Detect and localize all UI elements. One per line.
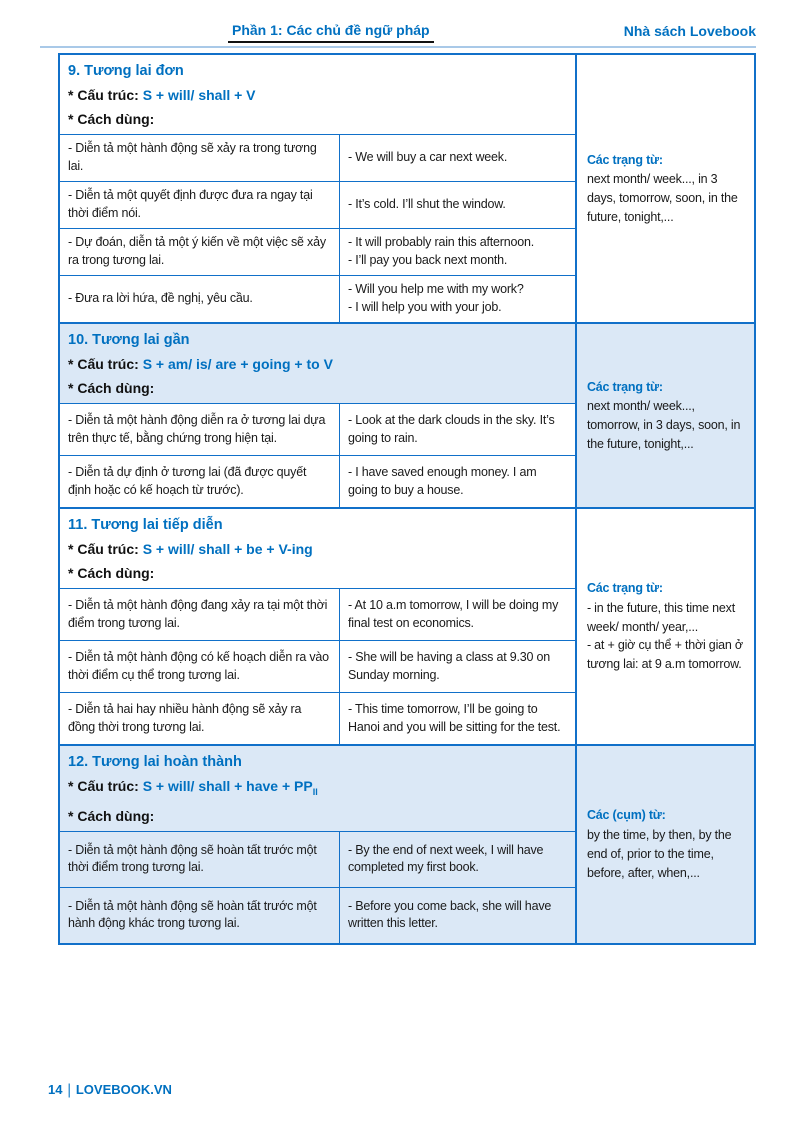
table-row <box>60 831 575 887</box>
adverbs-label: Các (cụm) từ: <box>586 808 666 823</box>
table-row <box>60 403 575 455</box>
adverbs-cell <box>575 509 754 744</box>
usage-cell <box>60 456 339 507</box>
example-text: - It’s cold. I’ll shut the window. <box>348 197 506 212</box>
usage-cell <box>60 135 339 181</box>
structure-label: * Cấu trúc: <box>68 778 139 794</box>
structure-line <box>60 83 575 107</box>
section-title: 11. Tương lai tiếp diễn <box>68 517 223 533</box>
usage-text: - Dự đoán, diễn tả một ý kiến về một việc sẽ xảy ra trong tương lai. <box>68 235 326 267</box>
structure-formula: S + will/ shall + V <box>142 87 256 103</box>
example-text: - At 10 a.m tomorrow, I will be doing my final test on economics. <box>348 597 559 630</box>
page-number: 14 <box>48 1082 63 1097</box>
section-header <box>60 509 575 588</box>
section-main <box>60 509 575 744</box>
usage-text: - Diễn tả một hành động sẽ hoàn tất trước một hành động khác trong tương lai. <box>68 898 317 931</box>
header-chapter-title: Phần 1: Các chủ đề ngữ pháp <box>228 22 434 43</box>
section-header <box>60 746 575 831</box>
adverbs-cell <box>575 55 754 322</box>
usage-cell <box>60 589 339 640</box>
usage-cell <box>60 832 339 887</box>
example-text: - This time tomorrow, I’ll be going to Hanoi and you will be sitting for the test. <box>348 701 561 734</box>
usage-text: - Diễn tả dự định ở tương lai (đã được quyết định hoặc có kế hoạch từ trước). <box>68 464 307 497</box>
table-row <box>60 692 575 744</box>
example-cell <box>339 276 575 322</box>
usage-cell <box>60 693 339 744</box>
section-header <box>60 324 575 403</box>
footer-brand: LOVEBOOK.VN <box>75 1082 172 1097</box>
usage-text: - Diễn tả một hành động sẽ hoàn tất trước một thời điểm trong tương lai. <box>68 842 317 875</box>
adverbs-text: - in the future, this time next week/ month/ year,... <box>586 600 735 634</box>
adverbs-text: next month/ week..., in 3 days, tomorrow, soon, in the future, tonight,... <box>586 172 738 224</box>
structure-label: * Cấu trúc: <box>68 87 139 103</box>
structure-label: * Cấu trúc: <box>68 541 139 557</box>
section-future-perfect <box>60 746 754 943</box>
example-cell <box>339 456 575 507</box>
usage-text: - Diễn tả hai hay nhiều hành động sẽ xảy ra đồng thời trong tương lai. <box>68 701 302 734</box>
example-cell <box>339 135 575 181</box>
page-header <box>40 22 756 48</box>
usage-cell <box>60 888 339 943</box>
example-cell <box>339 888 575 943</box>
usage-cell <box>60 276 339 322</box>
example-text: - We will buy a car next week. <box>348 150 508 165</box>
grammar-table <box>58 53 756 945</box>
example-cell <box>339 641 575 692</box>
adverbs-cell <box>575 746 754 943</box>
example-text: - By the end of next week, I will have completed my first book. <box>348 842 544 875</box>
usage-cell <box>60 229 339 275</box>
section-main <box>60 55 575 322</box>
example-text: - I have saved enough money. I am going to buy a house. <box>348 464 537 497</box>
usage-cell <box>60 182 339 228</box>
adverbs-text: - at + giờ cụ thể + thời gian ở tương lai: at 9 a.m tomorrow. <box>586 638 743 672</box>
structure-label: * Cấu trúc: <box>68 356 139 372</box>
usage-text: - Đưa ra lời hứa, đề nghị, yêu cầu. <box>68 291 253 306</box>
usage-label: * Cách dùng: <box>68 111 155 127</box>
example-text: - It will probably rain this afternoon. <box>348 235 535 250</box>
adverbs-cell <box>575 324 754 507</box>
section-title: 10. Tương lai gần <box>68 332 190 348</box>
table-row <box>60 640 575 692</box>
section-future-continuous <box>60 509 754 746</box>
example-text: - She will be having a class at 9.30 on Sunday morning. <box>348 649 551 682</box>
usage-label: * Cách dùng: <box>68 565 155 581</box>
usage-text: - Diễn tả một hành động đang xảy ra tại một thời điểm trong tương lai. <box>68 597 328 630</box>
footer-separator: | <box>67 1080 71 1099</box>
usage-cell <box>60 641 339 692</box>
table-row <box>60 275 575 322</box>
table-row <box>60 181 575 228</box>
section-main <box>60 324 575 507</box>
adverbs-label: Các trạng từ: <box>586 152 663 167</box>
structure-line <box>60 352 575 376</box>
section-main <box>60 746 575 943</box>
header-publisher: Nhà sách Lovebook <box>623 23 756 39</box>
adverbs-text: by the time, by then, by the end of, prior to the time, before, after, when,... <box>586 828 732 880</box>
usage-text: - Diễn tả một hành động sẽ xảy ra trong tương lai. <box>68 141 317 173</box>
header-rule <box>40 46 756 48</box>
section-title: 12. Tương lai hoàn thành <box>68 754 242 770</box>
table-row <box>60 228 575 275</box>
section-header <box>60 55 575 134</box>
structure-formula: S + will/ shall + have + PP <box>142 778 313 794</box>
example-cell <box>339 229 575 275</box>
section-future-simple <box>60 55 754 324</box>
usage-text: - Diễn tả một quyết định được đưa ra ngay tại thời điểm nói. <box>68 188 313 220</box>
example-cell <box>339 693 575 744</box>
structure-formula: S + will/ shall + be + V-ing <box>142 541 313 557</box>
example-cell <box>339 589 575 640</box>
structure-line <box>60 537 575 561</box>
section-title: 9. Tương lai đơn <box>68 63 184 79</box>
section-near-future <box>60 324 754 509</box>
usage-text: - Diễn tả một hành động có kế hoạch diễn ra vào thời điểm cụ thể trong tương lai. <box>68 649 329 682</box>
example-cell <box>339 404 575 455</box>
table-row <box>60 887 575 943</box>
example-text: - I will help you with your job. <box>348 300 502 314</box>
structure-line <box>60 774 575 804</box>
formula-subscript: II <box>312 786 318 797</box>
adverbs-label: Các trạng từ: <box>586 581 663 596</box>
usage-label: * Cách dùng: <box>68 380 155 396</box>
example-text: - Will you help me with my work? <box>348 282 524 297</box>
table-row <box>60 455 575 507</box>
example-cell <box>339 832 575 887</box>
usage-cell <box>60 404 339 455</box>
example-text: - Before you come back, she will have written this letter. <box>348 898 552 931</box>
table-row <box>60 588 575 640</box>
example-text: - I’ll pay you back next month. <box>348 253 508 267</box>
example-text: - Look at the dark clouds in the sky. It’s going to rain. <box>348 412 555 445</box>
adverbs-label: Các trạng từ: <box>586 379 663 394</box>
structure-formula: S + am/ is/ are + going + to V <box>142 356 333 372</box>
table-row <box>60 134 575 181</box>
adverbs-text: next month/ week..., tomorrow, in 3 days, soon, in the future, tonight,... <box>586 399 741 451</box>
example-cell <box>339 182 575 228</box>
page-footer <box>48 1082 172 1097</box>
usage-label: * Cách dùng: <box>68 807 155 824</box>
usage-text: - Diễn tả một hành động diễn ra ở tương lai dựa trên thực tế, bằng chứng trong hiện tại. <box>68 412 326 445</box>
